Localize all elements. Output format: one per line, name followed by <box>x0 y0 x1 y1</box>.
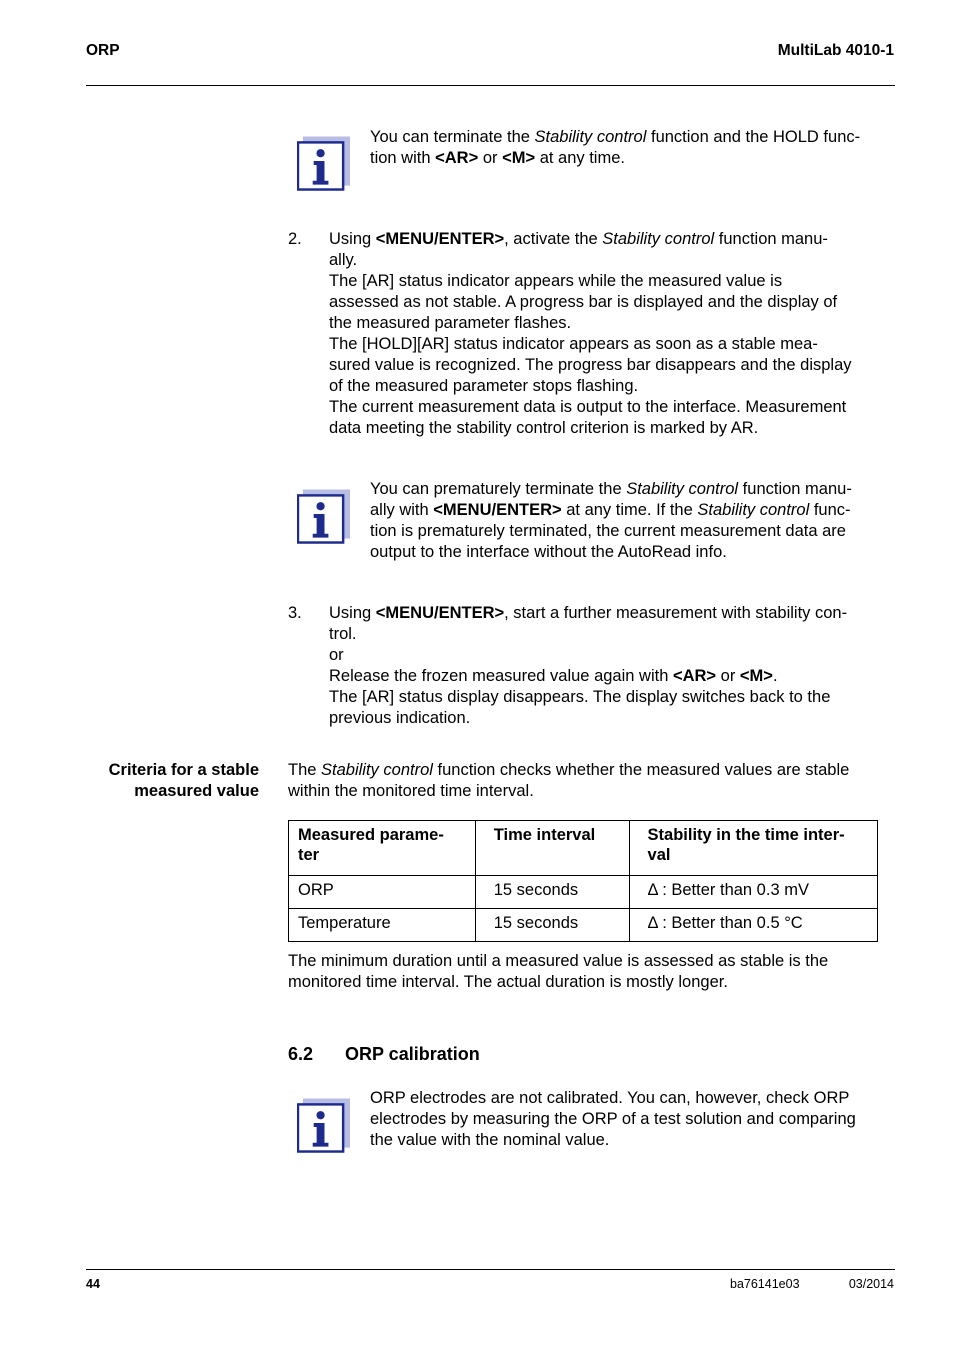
table-cell: Δ : Better than 0.3 mV <box>629 876 877 909</box>
info-icon <box>297 1098 351 1154</box>
page-number: 44 <box>86 1277 100 1291</box>
table-header-row <box>289 821 878 876</box>
side-heading-criteria: Criteria for a stable measured value <box>108 761 259 800</box>
section-number: 6.2 <box>288 1044 314 1064</box>
document-id: ba76141e03 <box>730 1277 800 1291</box>
info-icon <box>297 489 351 545</box>
info-icon <box>297 136 351 192</box>
step-2-text: Using <MENU/ENTER>, activate the Stability control function manu- ally. The [AR] status indicator appears while the measured value is assessed as not stable. A progress bar is displayed and the display of the measured parameter flashes. The [HOLD][AR] status indicator appears as soon as a stable mea- sured value is recognized. The progress bar disappears and the display of the measured parameter stops flashing. The current measurement data is output to the interface. Measurement data meeting the stability control criterion is marked by AR. <box>329 230 852 437</box>
table-cell: 15 seconds <box>475 876 629 909</box>
table-cell: Δ : Better than 0.5 °C <box>629 909 877 942</box>
step-number-2: 2. <box>288 230 302 248</box>
document-date: 03/2014 <box>848 1277 894 1291</box>
criteria-after-text: The minimum duration until a measured value is assessed as stable is the monitored time interval. The actual duration is mostly longer. <box>288 952 829 991</box>
column-header: Time interval <box>475 821 629 876</box>
header-rule <box>86 85 895 86</box>
table-row <box>289 876 878 909</box>
table-cell: Temperature <box>289 909 476 942</box>
stability-criteria-table <box>288 820 878 942</box>
footer-rule <box>86 1269 895 1270</box>
header-section-title: ORP <box>86 42 120 59</box>
section-title: ORP calibration <box>345 1044 480 1064</box>
note-terminate-hold: You can terminate the Stability control function and the HOLD func- tion with <AR> or <M> at any time. <box>370 128 861 167</box>
table-row <box>289 909 878 942</box>
step-number-3: 3. <box>288 604 302 622</box>
column-header: Stability in the time inter- val <box>629 821 877 876</box>
table-cell: ORP <box>289 876 476 909</box>
header-product-name: MultiLab 4010-1 <box>777 42 894 59</box>
note-orp-calibration: ORP electrodes are not calibrated. You can, however, check ORP electrodes by measuring the ORP of a test solution and comparing the value with the nominal value. <box>370 1089 856 1149</box>
step-3-text: Using <MENU/ENTER>, start a further measurement with stability con- trol. or Release the frozen measured value again with <AR> or <M>. The [AR] status display disappears. The display switches back to the previous indication. <box>329 604 848 727</box>
table-cell: 15 seconds <box>475 909 629 942</box>
note-premature-terminate: You can prematurely terminate the Stability control function manu- ally with <MENU/ENTER> at any time. If the Stability control func- tion is prematurely terminated, the current measurement data are output to the interface without the AutoRead info. <box>370 480 852 561</box>
criteria-intro: The Stability control function checks whether the measured values are stable within the monitored time interval. <box>288 761 850 800</box>
column-header: Measured parame- ter <box>289 821 476 876</box>
